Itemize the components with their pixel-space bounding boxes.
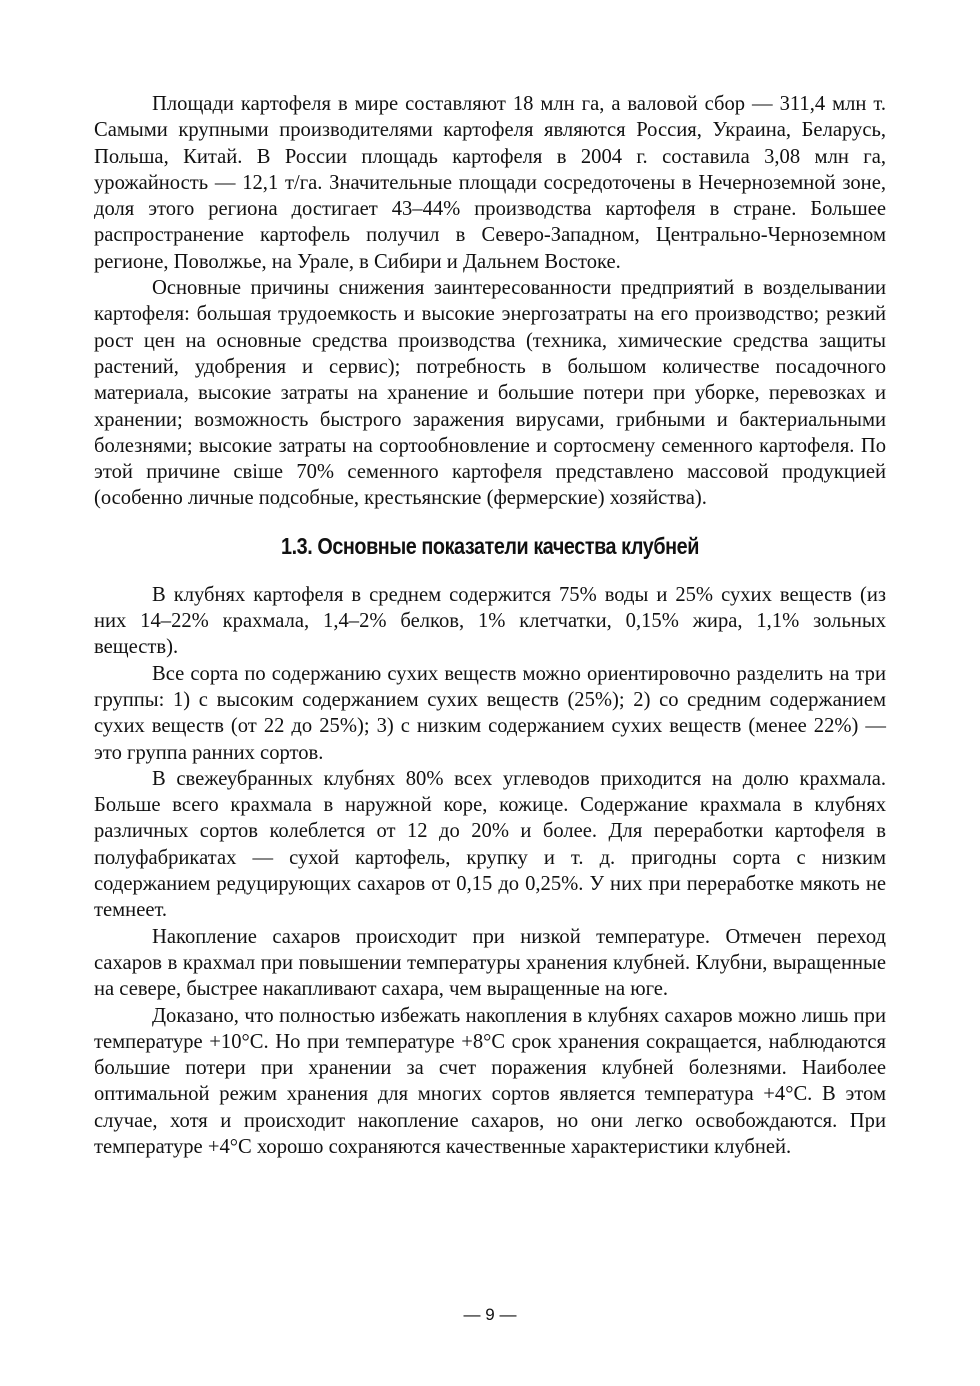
paragraph-dry-matter-groups: Все сорта по содержанию сухих веществ можно ориентировочно разделить на три группы: 1) с высоким содержанием сухих веществ (25%); 2) со средним содержанием сухих веществ (от 22 до 25%); 3) с низким содержанием сухих веществ (менее 22%) — это группа ранних сортов. [94,662,886,764]
paragraph-declining-interest: Основные причины снижения заинтересованности предприятий в возделывании картофеля: большая трудоемкость и высокие энергозатраты на его производство; резкий рост цен на основные средства производства (техника, химические средства защиты растений, удобрения и сервис); потребность в большом количестве посадочного материала, высокие затраты на хранение и большие потери при уборке, перевозках и хранении; возможность быстрого заражения вирусами, грибными и бактериальными болезнями; высокие затраты на сортообновление и сортосмену семенного картофеля. По этой причине свіше 70% семенного картофеля представлено массовой продукцией (особенно личные подсобные, крестьянские (фермерские) хозяйства). [94,277,886,510]
paragraph-sugar-accumulation: Накопление сахаров происходит при низкой температуре. Отмечен переход сахаров в крахмал при повышении температуры хранения клубней. Клубни, выращенные на севере, быстрее накапливают сахара, чем выращенные на юге. [94,925,886,1001]
paragraph-potato-areas: Площади картофеля в мире составляют 18 млн га, а валовой сбор — 311,4 млн т. Самыми крупными производителями картофеля являются Россия, Украина, Беларусь, Польша, Китай. В России площадь картофеля в 2004 г. составила 3,08 млн га, урожайность — 12,1 т/га. Значительные площади сосредоточены в Нечерноземной зоне, доля этого региона достигает 43–44% производства картофеля в стране. Большее распространение картофель получил в Северо-Западном, Центрально-Черноземном регионе, Поволжье, на Урале, в Сибири и Дальнем Востоке. [94,93,886,273]
paragraph-storage-temperature: Доказано, что полностью избежать накопления в клубнях сахаров можно лишь при температуре +10°С. Но при температуре +8°С срок хранения сокращается, наблюдаются большие потери при хранении за счет поражения клубней болезнями. Наиболее оптимальной режим хранения для многих сортов является температура +4°С. В этом случае, хотя и происходит накопление сахаров, но они легко освобождаются. При температуре +4°С хорошо сохраняются качественные характеристики клубней. [94,1004,886,1158]
page-number: — 9 — [463,1305,517,1324]
paragraph-starch-content: В свежеубранных клубнях 80% всех углеводов приходится на долю крахмала. Больше всего крахмала в наружной коре, кожице. Содержание крахмала в клубнях различных сортов колеблется от 12 до 20% и более. Для переработки картофеля в полуфабрикатах — сухой картофель, крупку и т. д. пригодны сорта с низким содержанием редуцирующих сахаров от 0,15 до 0,25%. У них при переработке мякоть не темнеет. [94,767,886,922]
section-heading: 1.3. Основные показатели качества клубней [281,532,699,559]
paragraph-tuber-composition: В клубнях картофеля в среднем содержится 75% воды и 25% сухих веществ (из них 14–22% крахмала, 1,4–2% белков, 1% клетчатки, 0,15% жира, 1,1% зольных веществ). [94,583,886,659]
page-body [94,91,886,1160]
